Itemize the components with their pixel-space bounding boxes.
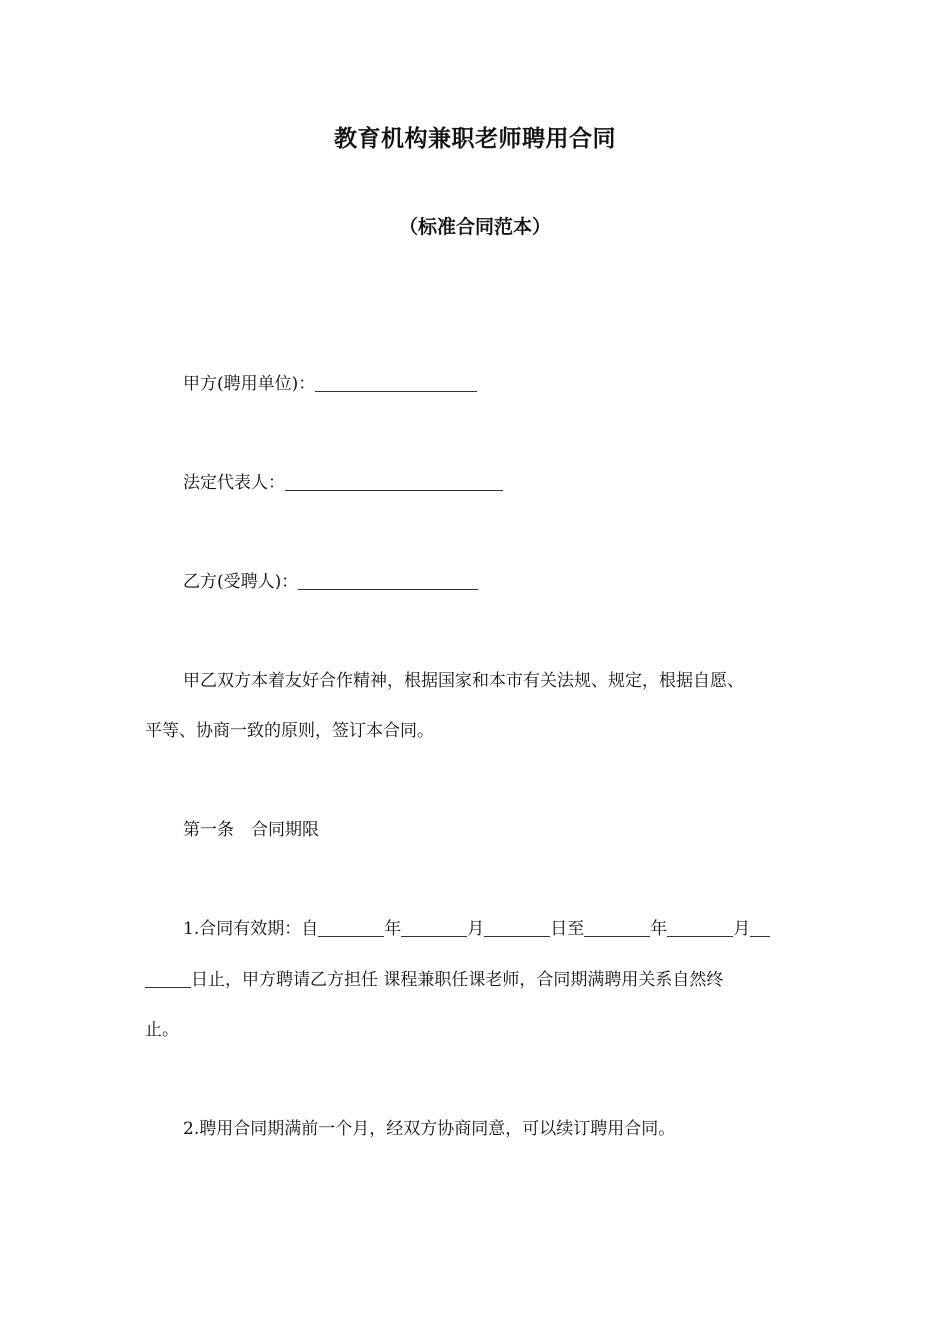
clause-1-month-1: 月 (467, 919, 485, 939)
party-a-label: 甲方(聘用单位)： (183, 374, 316, 394)
clause-1-line-1 (183, 914, 770, 939)
end-day-blank-start (750, 920, 770, 937)
party-b-label: 乙方(受聘人)： (183, 572, 299, 592)
clause-1-year-2: 年 (650, 919, 668, 939)
party-b-field (183, 567, 478, 592)
preamble-line-1: 甲乙双方本着友好合作精神，根据国家和本市有关法规、规定，根据自愿、 (183, 671, 744, 691)
clause-1-month-2: 月 (733, 919, 751, 939)
article-1-heading: 第一条 合同期限 (183, 820, 319, 840)
legal-rep-blank (285, 474, 503, 491)
party-a-field (183, 369, 477, 394)
clause-1-line-3: 止。 (145, 1020, 179, 1040)
document-title: 教育机构兼职老师聘用合同 (334, 126, 616, 152)
start-day-blank (484, 920, 550, 937)
clause-1-day-to: 日至 (550, 919, 585, 939)
clause-1-prefix: 1.合同有效期：自 (183, 919, 319, 939)
start-year-blank (318, 920, 384, 937)
document-subtitle: （标准合同范本） (398, 216, 551, 238)
end-year-blank (584, 920, 650, 937)
legal-rep-field (183, 468, 503, 493)
party-b-blank (298, 573, 478, 590)
end-month-blank (667, 920, 733, 937)
clause-1-year-1: 年 (384, 919, 402, 939)
clause-2: 2.聘用合同期满前一个月，经双方协商同意，可以续订聘用合同。 (183, 1119, 676, 1139)
end-day-blank-cont (145, 971, 191, 988)
legal-rep-label: 法定代表人： (183, 473, 285, 493)
party-a-blank (315, 375, 477, 392)
clause-1-line-2-text: 日止，甲方聘请乙方担任 课程兼职任课老师，合同期满聘用关系自然终 (191, 970, 724, 990)
clause-1-line-2 (145, 965, 723, 990)
start-month-blank (401, 920, 467, 937)
preamble-line-2: 平等、协商一致的原则，签订本合同。 (145, 721, 434, 741)
